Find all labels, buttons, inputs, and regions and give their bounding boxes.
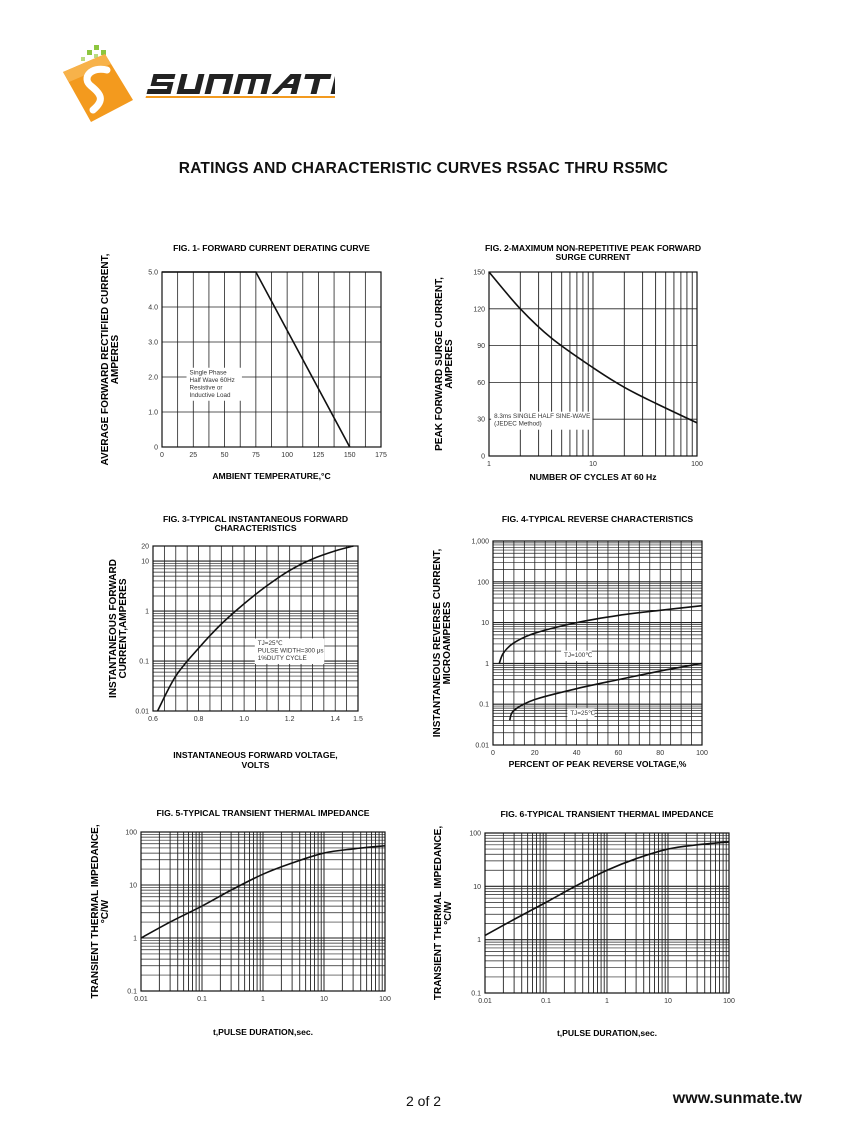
x-tick-label: 1.2 [284, 716, 295, 723]
fig2-xlabel: NUMBER OF CYCLES AT 60 Hz [529, 472, 657, 482]
fig2-chart [434, 243, 703, 482]
fig6-ylabel: TRANSIENT THERMAL IMPEDANCE, [433, 825, 444, 1001]
y-tick-label: 60 [477, 379, 485, 387]
y-tick-label: 0 [481, 453, 485, 461]
fig3-chart [108, 514, 363, 770]
fig2-ylabel: PEAK FORWARD SURGE CURRENT, [434, 277, 445, 451]
annotation-text: TJ=100℃ [564, 652, 593, 660]
fig3-xlabel: INSTANTANEOUS FORWARD VOLTAGE, [173, 750, 338, 760]
fig4-xlabel: PERCENT OF PEAK REVERSE VOLTAGE,% [508, 759, 687, 769]
y-tick-label: 100 [469, 830, 481, 838]
annotation-text: 1%DUTY CYCLE [257, 654, 307, 662]
fig4-chart [432, 514, 708, 769]
annotation-text: PULSE WIDTH=300 μs [257, 647, 324, 655]
page-title: RATINGS AND CHARACTERISTIC CURVES RS5AC THRU RS5MC [178, 160, 669, 177]
fig3-annotation [255, 638, 325, 664]
y-tick-label: 0 [154, 444, 158, 452]
y-tick-label: 1.0 [148, 409, 158, 417]
fig2-annotation [491, 412, 592, 430]
x-tick-label: 0.6 [148, 716, 158, 723]
fig4-ylabel: MICROAMPERES [442, 601, 453, 685]
x-tick-label: 60 [614, 750, 623, 757]
fig6-chart [433, 809, 735, 1038]
x-tick-label: 25 [189, 452, 198, 459]
x-tick-label: 40 [572, 750, 581, 757]
y-tick-label: 2.0 [148, 374, 158, 382]
x-tick-label: 50 [220, 452, 229, 459]
fig4-title: FIG. 4-TYPICAL REVERSE CHARACTERISTICS [501, 514, 694, 524]
y-tick-label: 1,000 [471, 538, 489, 546]
y-tick-label: 90 [477, 343, 485, 351]
x-tick-label: 80 [656, 750, 665, 757]
y-tick-label: 20 [141, 543, 149, 551]
y-tick-label: 100 [477, 579, 489, 587]
page-number: 2 of 2 [405, 1093, 442, 1109]
fig1-ylabel: AVERAGE FORWARD RECTIFIED CURRENT, [100, 253, 111, 466]
fig6-grid [485, 833, 729, 993]
fig1-annotation [187, 368, 242, 401]
x-tick-label: 1 [261, 996, 265, 1003]
annotation-text: Inductive Load [189, 391, 231, 399]
fig4-annotation [567, 708, 595, 719]
annotation-text: TJ=25℃ [570, 709, 596, 717]
fig2-title-line2: SURGE CURRENT [555, 252, 631, 262]
x-tick-label: 1.0 [239, 716, 249, 723]
y-tick-label: 10 [129, 882, 137, 890]
x-tick-label: 1 [487, 461, 491, 468]
x-tick-label: 100 [723, 998, 735, 1005]
y-tick-label: 0.1 [139, 658, 149, 666]
x-tick-label: 20 [530, 750, 539, 757]
x-tick-label: 10 [589, 461, 597, 468]
x-tick-label: 1 [605, 998, 609, 1005]
fig2-title: FIG. 2-MAXIMUM NON-REPETITIVE PEAK FORWARD [484, 243, 702, 253]
y-tick-label: 150 [473, 269, 485, 277]
x-tick-label: 100 [281, 452, 293, 459]
x-tick-label: 100 [691, 461, 703, 468]
fig1-chart [100, 243, 387, 481]
x-tick-label: 0.01 [134, 996, 148, 1003]
fig5-chart [90, 808, 391, 1037]
y-tick-label: 1 [485, 660, 489, 668]
fig6-title: FIG. 6-TYPICAL TRANSIENT THERMAL IMPEDANCE [500, 809, 714, 819]
y-tick-label: 0.01 [475, 742, 489, 750]
y-tick-label: 120 [473, 306, 485, 314]
y-tick-label: 1 [477, 937, 481, 945]
x-tick-label: 0.1 [541, 998, 551, 1005]
y-tick-label: 30 [477, 416, 485, 424]
fig4-grid [493, 541, 702, 745]
annotation-text: (JEDEC Method) [494, 420, 542, 428]
annotation-text: Half Wave 60Hz [189, 376, 235, 384]
fig4-ylabel: INSTANTANEOUS REVERSE CURRENT, [432, 548, 443, 738]
y-tick-label: 1 [133, 935, 137, 943]
fig1-ylabel: AMPERES [110, 334, 121, 385]
fig3-grid [153, 546, 358, 711]
annotation-text: Single Phase [189, 369, 227, 377]
fig3-title-line2: CHARACTERISTICS [214, 523, 297, 533]
fig6-xlabel: t,PULSE DURATION,sec. [556, 1028, 658, 1038]
y-tick-label: 5.0 [148, 269, 158, 277]
x-tick-label: 1.5 [353, 716, 363, 723]
x-tick-label: 10 [664, 998, 672, 1005]
x-tick-label: 75 [251, 452, 260, 459]
annotation-text: 8.3ms SINGLE HALF SINE-WAVE [494, 413, 591, 421]
fig6-ylabel: °C/W [443, 901, 454, 925]
y-tick-label: 0.1 [127, 988, 137, 996]
y-tick-label: 0.01 [135, 708, 149, 716]
x-tick-label: 175 [375, 452, 387, 459]
fig1-grid [162, 272, 381, 447]
fig1-title: FIG. 1- FORWARD CURRENT DERATING CURVE [173, 243, 370, 253]
y-tick-label: 10 [141, 558, 149, 566]
y-tick-label: 10 [473, 883, 481, 891]
x-tick-label: 125 [312, 452, 325, 459]
y-tick-label: 10 [481, 620, 489, 628]
x-tick-label: 100 [379, 996, 391, 1003]
fig3-ylabel: CURRENT,AMPERES [118, 578, 129, 679]
x-tick-label: 0.1 [197, 996, 207, 1003]
fig5-title: FIG. 5-TYPICAL TRANSIENT THERMAL IMPEDANCE [156, 808, 370, 818]
fig5-ylabel: TRANSIENT THERMAL IMPEDANCE, [90, 824, 101, 999]
fig3-title: FIG. 3-TYPICAL INSTANTANEOUS FORWARD [162, 514, 349, 524]
x-tick-label: 0 [160, 452, 164, 459]
website-url: www.sunmate.tw [672, 1090, 802, 1107]
y-tick-label: 0.1 [471, 990, 481, 998]
y-tick-label: 0.1 [479, 701, 489, 709]
y-tick-label: 1 [145, 608, 149, 616]
x-tick-label: 0.8 [193, 716, 204, 723]
x-tick-label: 1.4 [330, 716, 341, 723]
y-tick-label: 3.0 [148, 339, 158, 347]
fig3-xlabel-line2: VOLTS [241, 760, 270, 770]
fig1-xlabel: AMBIENT TEMPERATURE,°C [212, 471, 331, 481]
fig5-ylabel: °C/W [100, 899, 111, 924]
fig2-ylabel: AMPERES [444, 339, 455, 389]
x-tick-label: 10 [320, 996, 328, 1003]
x-tick-label: 0.01 [478, 998, 492, 1005]
x-tick-label: 100 [696, 750, 708, 757]
y-tick-label: 100 [125, 829, 137, 837]
annotation-text: Resistive or [189, 384, 223, 392]
fig5-xlabel: t,PULSE DURATION,sec. [212, 1027, 314, 1037]
y-tick-label: 4.0 [148, 304, 158, 312]
x-tick-label: 0 [491, 750, 495, 757]
fig3-ylabel: INSTANTANEOUS FORWARD [108, 559, 119, 698]
annotation-text: TJ=25℃ [257, 639, 283, 647]
x-tick-label: 150 [343, 452, 356, 459]
fig5-grid [141, 832, 385, 991]
fig4-annotation [561, 651, 592, 662]
